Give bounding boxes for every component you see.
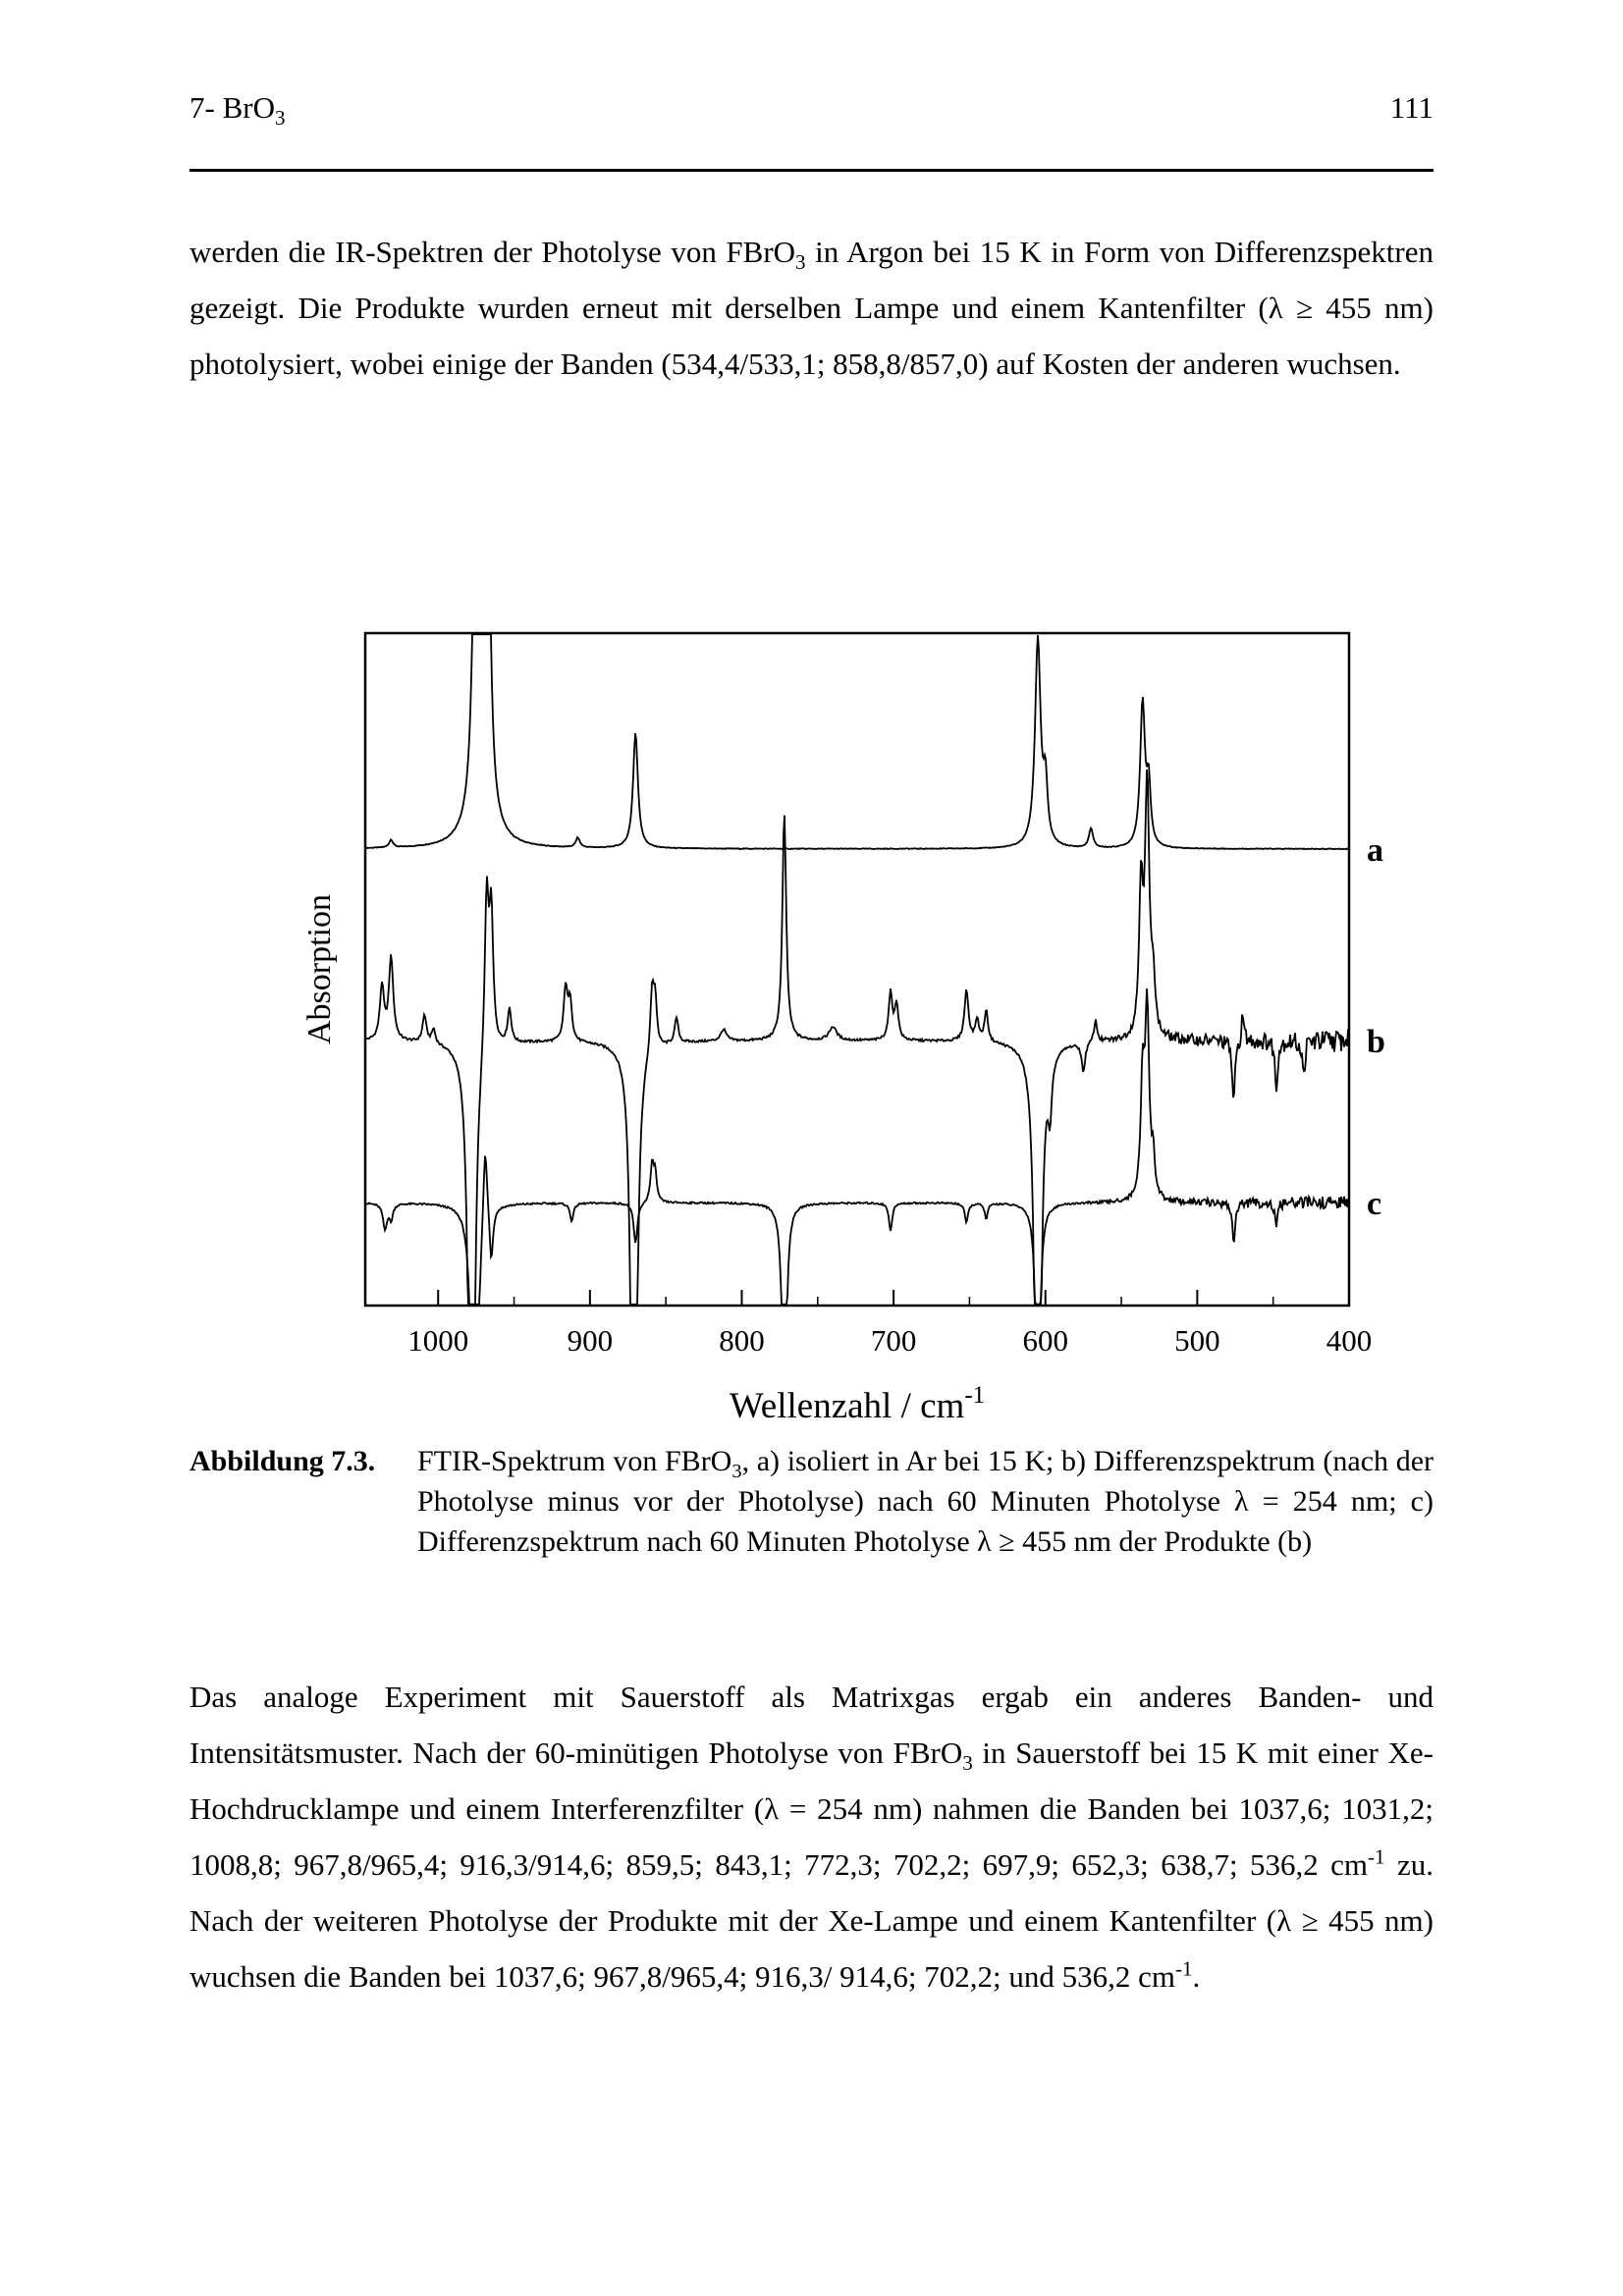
x-tick-label: 800 (719, 1323, 765, 1358)
x-tick-label: 700 (870, 1323, 917, 1358)
ftir-spectrum-chart (295, 589, 1483, 1472)
spectrum-trace-c (365, 988, 1349, 1305)
x-tick-label: 500 (1174, 1323, 1220, 1358)
paragraph-intro: werden die IR-Spektren der Photolyse von FBrO$_3$ in Argon bei 15 K in Form von Differenzspektren gezeigt. Die Produkte wurden erneut mit derselben Lampe und einem Kantenfilter (λ ≥ 455 nm) photolysiert, wobei einige der Banden (534,4/533,1; 858,8/857,0) auf Kosten der anderen wuchsen. (189, 235, 1434, 381)
paragraph-oxygen-experiment: Das analoge Experiment mit Sauerstoff als Matrixgas ergab ein anderes Banden- und Intensitätsmuster. Nach der 60-minütigen Photolyse von FBrO$_3$ in Sauerstoff bei 15 K mit einer Xe-Hochdrucklampe und einem Interferenzfilter (λ = 254 nm) nahmen die Banden bei 1037,6; 1031,2; 1008,8; 967,8/965,4; 916,3/914,6; 859,5; 843,1; 772,3; 702,2; 697,9; 652,3; 638,7; 536,2 $cm^{-1}$ zu. Nach der weiteren Photolyse der Produkte mit der Xe-Lampe und einem Kantenfilter (λ ≥ 455 nm) wuchsen die Banden bei 1037,6; 967,8/965,4; 916,3/ 914,6; 702,2; und 536,2 $cm^{-1}$. (189, 1680, 1434, 1994)
y-axis-label: Absorption (301, 894, 338, 1044)
spectrum-trace-b (365, 770, 1349, 1305)
figure-7-3 (295, 589, 1483, 1472)
running-head-chapter: 7- BrO$_3$ (189, 90, 286, 131)
x-axis-label: Wellenzahl / $cm^{-1}$ (729, 1382, 986, 1426)
x-tick-label: 900 (567, 1323, 614, 1358)
trace-label-c: c (1367, 1186, 1382, 1223)
trace-label-a: a (1367, 831, 1383, 869)
trace-label-b: b (1367, 1024, 1385, 1061)
header-rule (189, 169, 1434, 172)
caption-label: Abbildung 7.3. (189, 1445, 376, 1477)
caption-text: FTIR-Spektrum von FBrO$_3$, a) isoliert in Ar bei 15 K; b) Differenzspektrum (nach der Photolyse minus vor der Photolyse) nach 60 Minuten Photolyse λ = 254 nm; c) Differenzspektrum nach 60 Minuten Photolyse λ ≥ 455 nm der Produkte (b) (417, 1445, 1434, 1558)
spectrum-trace-a (365, 634, 1349, 849)
x-tick-label: 600 (1022, 1323, 1068, 1358)
x-tick-label: 400 (1325, 1323, 1373, 1358)
x-tick-label: 1000 (407, 1323, 469, 1358)
figure-caption (189, 1441, 1434, 1562)
page-number: 111 (1389, 90, 1434, 125)
